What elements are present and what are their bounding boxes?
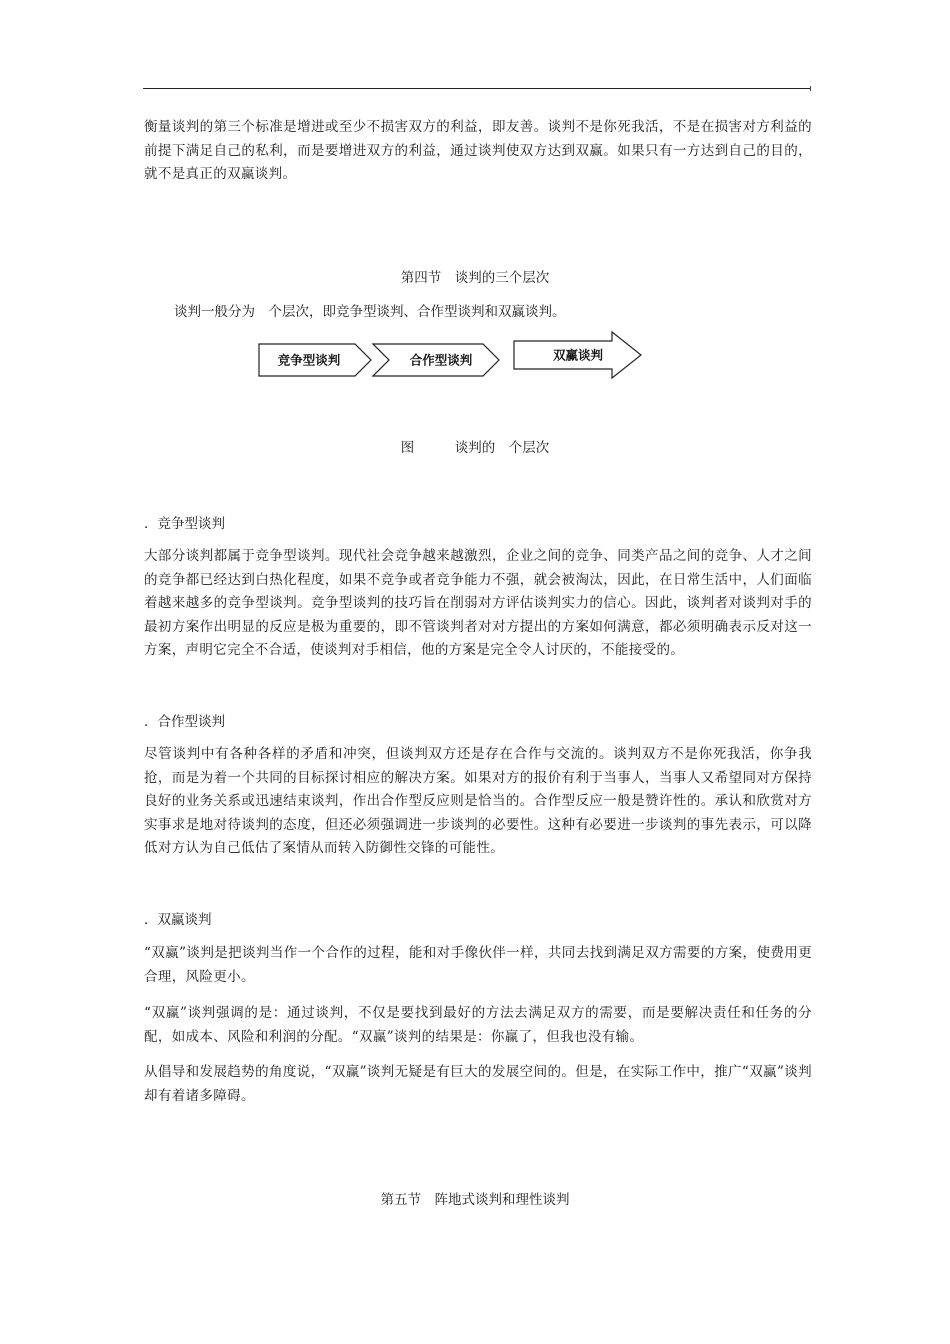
win-win-paragraph-2: “双赢”谈判强调的是：通过谈判，不仅是要找到最好的方法去满足双方的需要，而是要解决责任和任务的分配，如成本、风险和利润的分配。“双赢”谈判的结果是：你赢了，但我也没有输。	[144, 1005, 812, 1045]
win-win-arrow	[514, 332, 641, 378]
competitive-arrow-label: 竞争型谈判	[277, 352, 341, 368]
header-rule	[143, 88, 811, 89]
competitive-paragraph: 大部分谈判都属于竞争型谈判。现代社会竞争越来越激烈，企业之间的竞争、同类产品之间的竞争、人才之间的竞争都已经达到白热化程度，如果不竞争或者竞争能力不强，就会被淘汰，因此，在日常生活中，人们面临着越来越多的竞争型谈判。竞争型谈判的技巧旨在削弱对方评估谈判实力的信心。因此，谈判者对谈判对手的最初方案作出明显的反应是极为重要的，即不管谈判者对对方提出的方案如何满意，都必须明确表示反对这一方案，声明它完全不合适，使谈判对手相信，他的方案是完全令人讨厌的，不能接受的。	[144, 548, 812, 658]
section-5-title: 第五节 阵地式谈判和理性谈判	[380, 1192, 570, 1208]
intro-paragraph: 衡量谈判的第三个标准是增进或至少不损害双方的利益，即友善。谈判不是你死我活，不是在损害对方利益的前提下满足自己的私利，而是要增进双方的利益，通过谈判使双方达到双赢。如果只有一方达到自己的目的，就不是真正的双赢谈判。	[144, 119, 812, 182]
cooperative-arrow-label: 合作型谈判	[409, 352, 473, 368]
win-win-arrow-label: 双赢谈判	[552, 347, 604, 363]
win-win-paragraph-3: 从倡导和发展趋势的角度说，“双赢”谈判无疑是有巨大的发展空间的。但是，在实际工作中，推广“双赢”谈判却有着诸多障碍。	[144, 1064, 812, 1104]
figure-caption: 图 谈判的 个层次	[400, 440, 550, 456]
cooperative-arrow	[373, 344, 499, 376]
subhead-competitive: ．竞争型谈判	[144, 516, 225, 532]
win-win-paragraph-1: “双赢”谈判是把谈判当作一个合作的过程，能和对手像伙伴一样，共同去找到满足双方需要的方案，使费用更合理，风险更小。	[144, 945, 812, 985]
three-levels-diagram	[255, 330, 650, 385]
subhead-win-win: ．双赢谈判	[144, 912, 212, 928]
section-4-title: 第四节 谈判的三个层次	[400, 270, 550, 286]
subhead-cooperative: ．合作型谈判	[144, 714, 225, 730]
header-rule-mark	[810, 86, 811, 91]
section-4-lead: 谈判一般分为 个层次，即竞争型谈判、合作型谈判和双赢谈判。	[174, 304, 566, 320]
competitive-arrow	[259, 344, 371, 376]
cooperative-paragraph: 尽管谈判中有各种各样的矛盾和冲突，但谈判双方还是存在合作与交流的。谈判双方不是你死我活，你争我抢，而是为着一个共同的目标探讨相应的解决方案。如果对方的报价有利于当事人，当事人又希望同对方保持良好的业务关系或迅速结束谈判，作出合作型反应则是恰当的。合作型反应一般是赞许性的。承认和欣赏对方实事求是地对待谈判的态度，但还必须强调进一步谈判的必要性。这种有必要进一步谈判的事先表示，可以降低对方认为自己低估了案情从而转入防御性交锋的可能性。	[144, 746, 812, 856]
